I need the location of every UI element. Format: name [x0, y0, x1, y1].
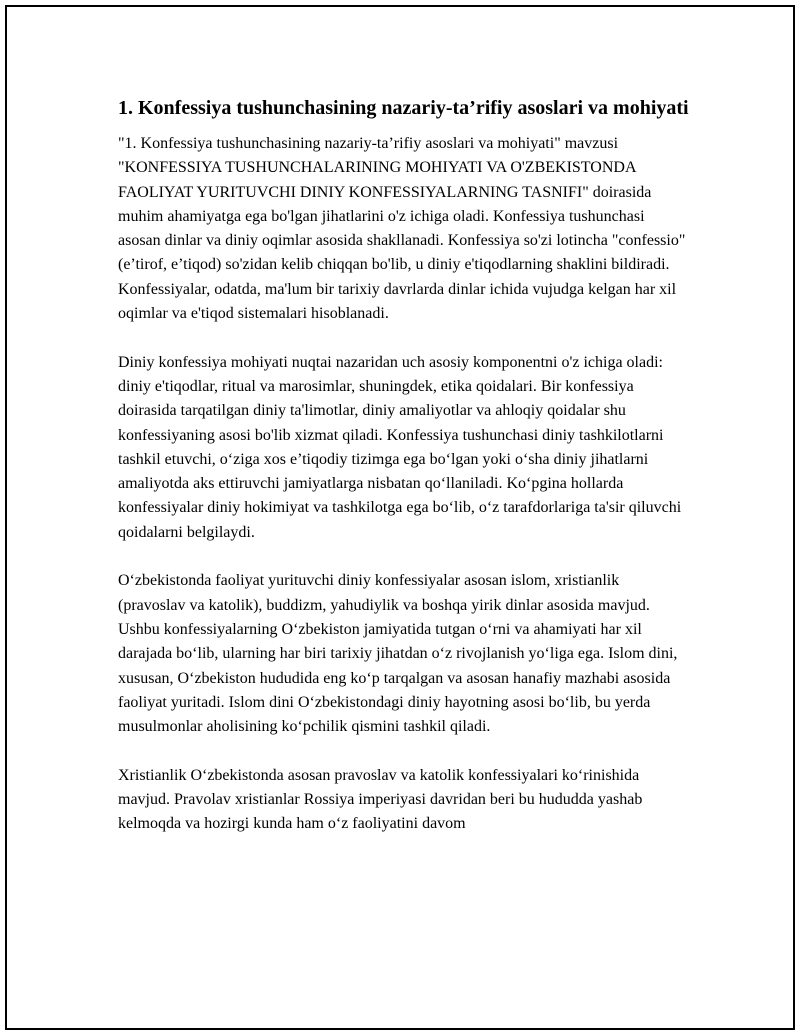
section-heading: 1. Konfessiya tushunchasining nazariy-ta’rifiy asoslari va mohiyati: [118, 97, 689, 119]
document-body: [118, 95, 690, 861]
paragraph-essence: Diniy konfessiya mohiyati nuqtai nazaridan uch asosiy komponentni o'z ichiga oladi: diniy e'tiqodlar, ritual va marosimlar, shuningdek, etika qoidalari. Bir konfessiya doirasida tarqatilgan diniy ta'limotlar, diniy amaliyotlar va ahloqiy qoidalar shu konfessiyaning asosi bo'lib xizmat qiladi. Konfessiya tushunchasi diniy tashkilotlarni tashkil etuvchi, o‘ziga xos e’tiqodiy tizimga ega bo‘lgan yoki o‘sha diniy jihatlarni amaliyotda aks ettiruvchi jamiyatlarga nisbatan qo‘llaniladi. Ko‘pgina hollarda konfessiyalar diniy hokimiyat va tashkilotga ega bo‘lib, o‘z tarafdorlariga ta'sir qiluvchi qoidalarni belgilaydi.: [118, 353, 682, 541]
paragraph-uzbekistan: O‘zbekistonda faoliyat yurituvchi diniy konfessiyalar asosan islom, xristianlik (pravoslav va katolik), buddizm, yahudiylik va boshqa yirik dinlar asosida mavjud. Ushbu konfessiyalarning O‘zbekiston jamiyatida tutgan o‘rni va ahamiyati har xil darajada bo‘lib, ularning har biri tarixiy jihatdan o‘z rivojlanish yo‘liga ega. Islom dini, xususan, O‘zbekiston hududida eng ko‘p tarqalgan va asosan hanafiy mazhabi asosida faoliyat yuritadi. Islom dini O‘zbekistondagi diniy hayotning asosi bo‘lib, bu yerda musulmonlar aholisining ko‘pchilik qismini tashkil qiladi.: [118, 572, 678, 736]
paragraph-intro: "1. Konfessiya tushunchasining nazariy-ta’rifiy asoslari va mohiyati" mavzusi "KONFESSIYA TUSHUNCHALARINING MOHIYATI VA O'ZBEKISTONDA FAOLIYAT YURITUVCHI DINIY KONFESSIYALARNING TASNIFI" doirasida muhim ahamiyatga ega bo'lgan jihatlarini o'z ichiga oladi. Konfessiya tushunchasi asosan dinlar va diniy oqimlar asosida shakllanadi. Konfessiya so'zi lotincha "confessio" (e’tirof, e’tiqod) so'zidan kelib chiqqan bo'lib, u diniy e'tiqodlarning shaklini bildiradi. Konfessiyalar, odatda, ma'lum bir tarixiy davrlarda dinlar ichida vujudga kelgan har xil oqimlar va e'tiqod sistemalari hisoblanadi.: [118, 135, 686, 323]
paragraph-christianity: Xristianlik O‘zbekistonda asosan pravoslav va katolik konfessiyalari ko‘rinishida mavjud. Pravolav xristianlar Rossiya imperiyasi davridan beri bu hududda yashab kelmoqda va hozirgi kunda ham o‘z faoliyatini davom: [118, 766, 643, 833]
